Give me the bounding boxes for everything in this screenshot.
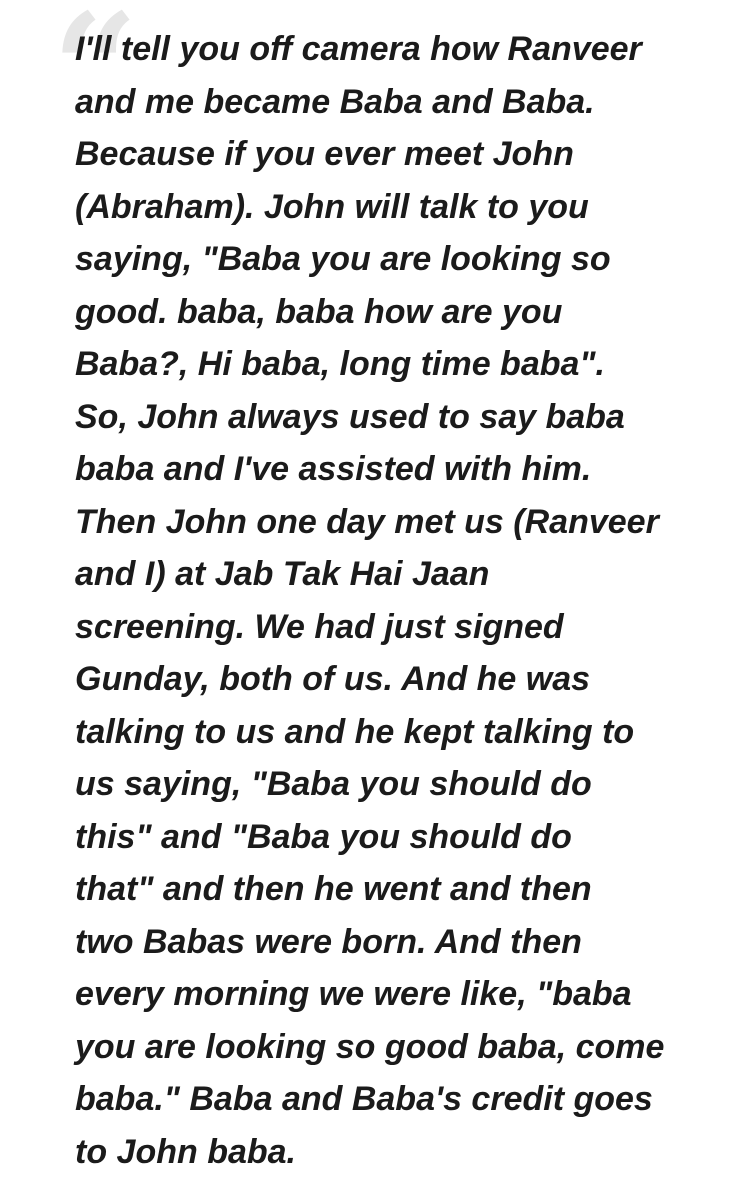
quote-line-9: baba and I've assisted with him. (75, 450, 592, 488)
quote-line-12: screening. We had just signed (75, 607, 564, 646)
quote-line-3: Because if you ever meet John (75, 135, 574, 173)
quote-line-13: Gunday, both of us. And he was (75, 660, 591, 698)
quote-line-6: good. baba, baba how are you (75, 292, 563, 331)
quote-line-19: every morning we were like, "baba (75, 975, 632, 1013)
quote-text (75, 23, 740, 1178)
quote-line-7: Baba?, Hi baba, long time baba". (75, 345, 605, 383)
quote-line-14: talking to us and he kept talking to (75, 712, 635, 751)
quote-line-10: Then John one day met us (Ranveer (75, 502, 659, 541)
quotation-mark-icon: “ (52, 0, 139, 157)
quote-line-18: two Babas were born. And then (75, 922, 582, 961)
quote-line-5: saying, "Baba you are looking so (75, 240, 611, 278)
quote-line-17: that" and then he went and then (75, 870, 592, 908)
quote-line-1: I'll tell you off camera how Ranveer (75, 30, 642, 68)
quote-line-11: and I) at Jab Tak Hai Jaan (75, 555, 490, 593)
quote-line-16: this" and "Baba you should do (75, 817, 572, 856)
quote-line-8: So, John always used to say baba (75, 397, 625, 436)
quote-line-2: and me became Baba and Baba. (75, 82, 595, 121)
quote-line-20: you are looking so good baba, come (75, 1027, 665, 1066)
quote-line-15: us saying, "Baba you should do (75, 765, 592, 803)
quote-line-22: to John baba. (75, 1132, 296, 1171)
quote-line-4: (Abraham). John will talk to you (75, 187, 589, 226)
quote-line-21: baba." Baba and Baba's credit goes (75, 1080, 653, 1118)
